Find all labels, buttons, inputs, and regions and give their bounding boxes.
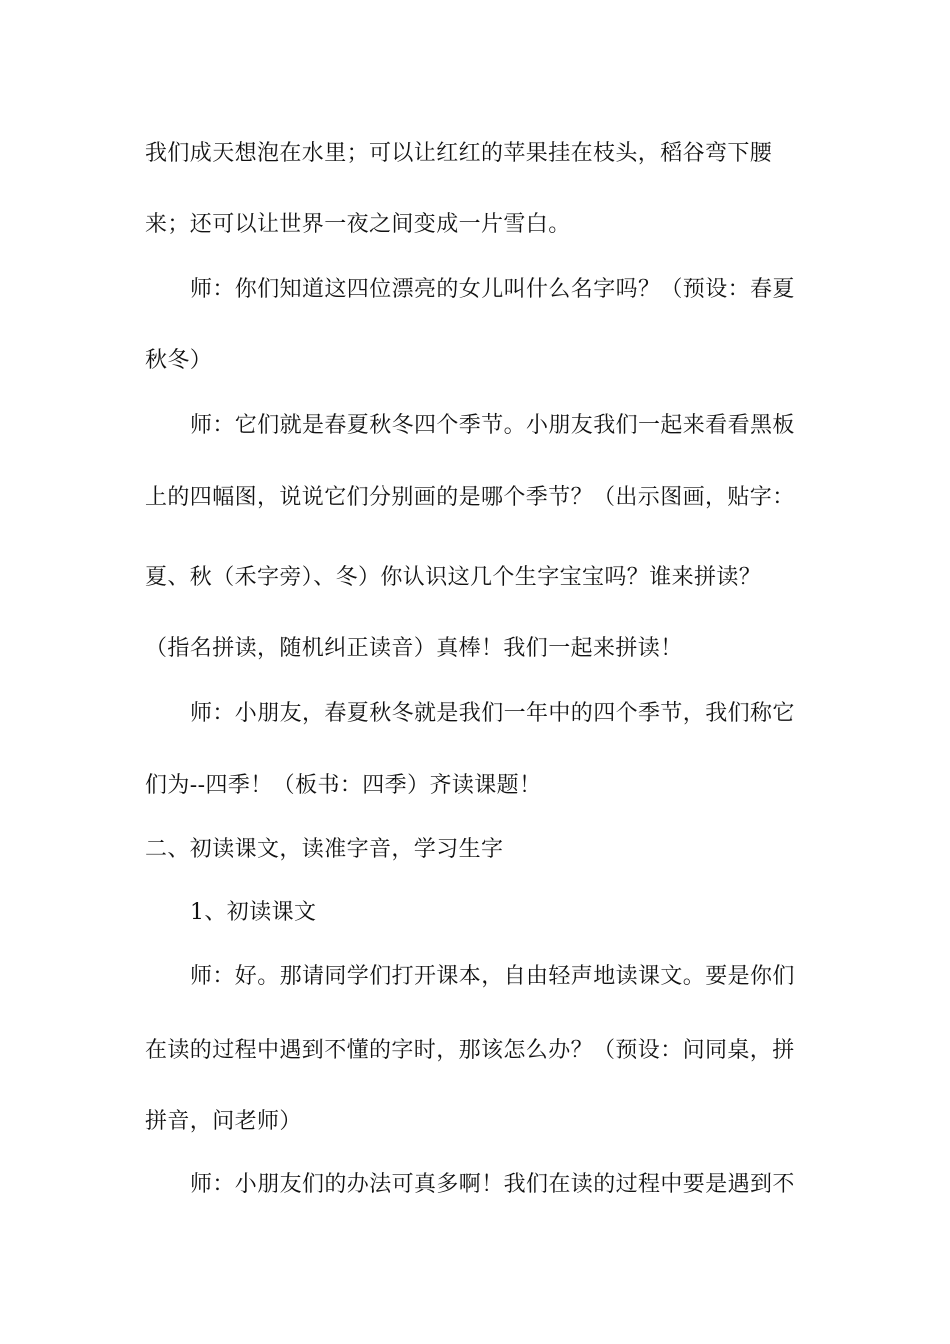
text-line: 夏、秋（禾字旁）、冬）你认识这几个生字宝宝吗？谁来拼读？ <box>145 565 762 590</box>
paragraph-line: 师：小朋友们的办法可真多啊！我们在读的过程中要是遇到不 <box>190 1172 795 1197</box>
text-line: 我们成天想泡在水里；可以让红红的苹果挂在枝头，稻谷弯下腰 <box>145 141 773 166</box>
paragraph-line: 师：它们就是春夏秋冬四个季节。小朋友我们一起来看看黑板 <box>190 413 795 438</box>
section-heading: 二、初读课文，读准字音，学习生字 <box>145 837 504 862</box>
text-line: 秋冬） <box>145 348 213 373</box>
subsection-heading: 1、初读课文 <box>190 900 317 925</box>
paragraph-line: 师：小朋友，春夏秋冬就是我们一年中的四个季节，我们称它 <box>190 701 795 726</box>
text-line: 拼音，问老师） <box>145 1109 302 1134</box>
paragraph-line: 师：好。那请同学们打开课本，自由轻声地读课文。要是你们 <box>190 964 795 989</box>
text-line: 上的四幅图，说说它们分别画的是哪个季节？（出示图画，贴字： <box>145 485 795 510</box>
text-line: 在读的过程中遇到不懂的字时，那该怎么办？（预设：问同桌，拼 <box>145 1038 795 1063</box>
text-line: （指名拼读，随机纠正读音）真棒！我们一起来拼读！ <box>145 636 683 661</box>
paragraph-line: 师：你们知道这四位漂亮的女儿叫什么名字吗？（预设：春夏 <box>190 277 795 302</box>
text-line: 们为--四季！（板书：四季）齐读课题！ <box>145 773 542 798</box>
text-line: 来；还可以让世界一夜之间变成一片雪白。 <box>145 212 571 237</box>
